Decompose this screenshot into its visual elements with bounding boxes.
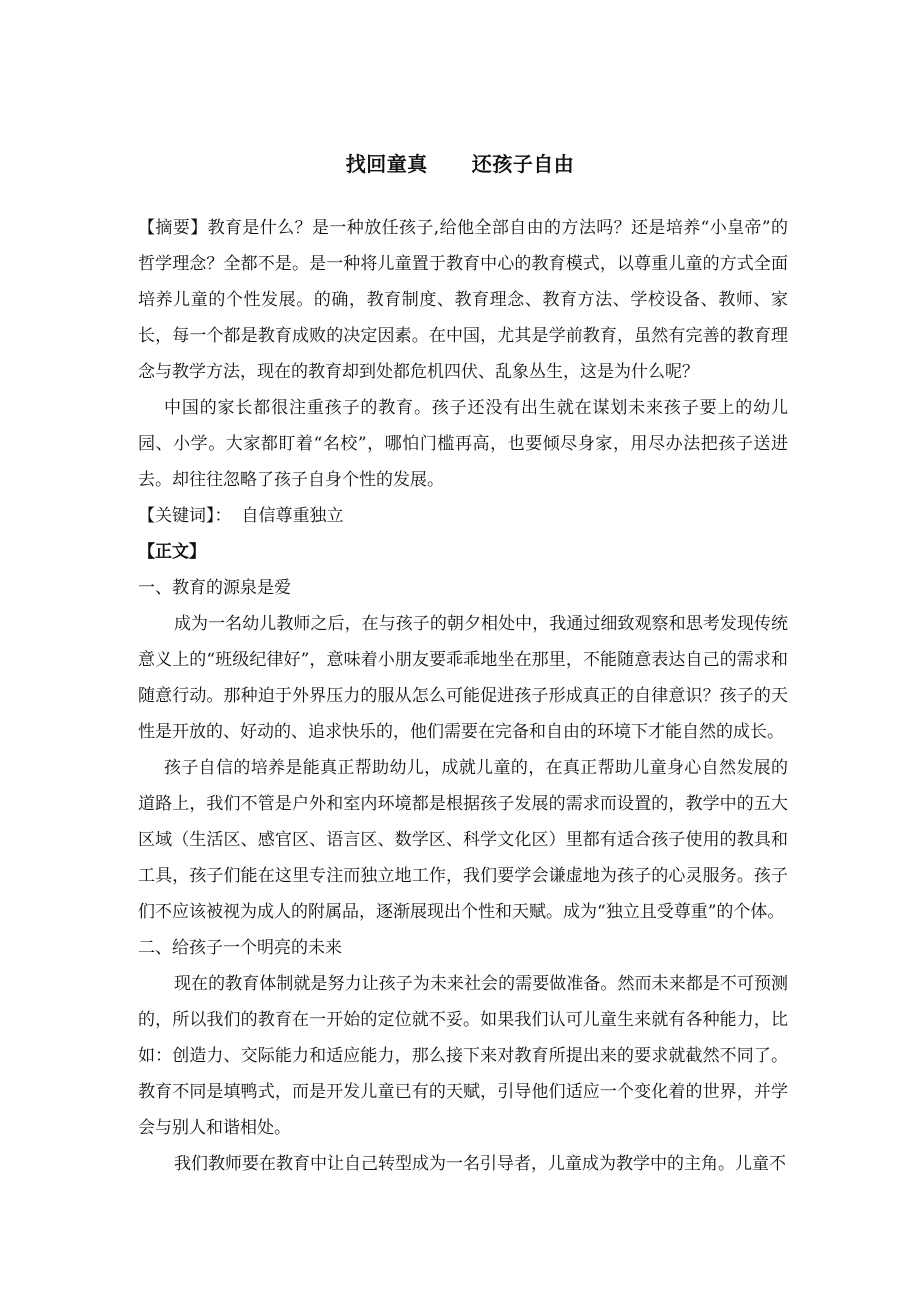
section-2-heading: 二、给孩子一个明亮的未来 (138, 938, 342, 958)
abstract-label: 【摘要】 (138, 218, 208, 238)
title-part-2: 还孩子自由 (471, 152, 575, 176)
keywords-line (138, 498, 788, 534)
document-title (0, 150, 920, 178)
section-1-paragraph-1: 成为一名幼儿教师之后，在与孩子的朝夕相处中，我通过细致观察和思考发现传统意义上的“班级纪律好”，意味着小朋友要乖乖地坐在那里，不能随意表达自己的需求和随意行动。那种迫于外界压力的服从怎么可能促进孩子形成真正的自律意识？孩子的天性是开放的、好动的、追求快乐的，他们需要在完备和自由的环境下才能自然的成长。 (138, 614, 788, 742)
document-body (138, 210, 788, 1182)
keywords-text: 自信尊重独立 (241, 506, 344, 526)
abstract-text: 教育是什么？是一种放任孩子,给他全部自由的方法吗？还是培养“小皇帝”的哲学理念？全都不是。是一种将儿童置于教育中心的教育模式，以尊重儿童的方式全面培养儿童的个性发展。的确，教育制度、教育理念、教育方法、学校设备、教师、家长，每一个都是教育成败的决定因素。在中国，尤其是学前教育，虽然有完善的教育理念与教学方法，现在的教育却到处都危机四伏、乱象丛生，这是为什么呢？ (138, 218, 788, 382)
abstract-paragraph (138, 210, 788, 390)
keywords-label: 【关键词】： (138, 506, 232, 526)
section-2-paragraph-1: 现在的教育体制就是努力让孩子为未来社会的需要做准备。然而未来都是不可预测的，所以我们的教育在一开始的定位就不妥。如果我们认可儿童生来就有各种能力，比如：创造力、交际能力和适应能力，那么接下来对教育所提出来的要求就截然不同了。教育不同是填鸭式，而是开发儿童已有的天赋，引导他们适应一个变化着的世界，并学会与别人和谐相处。 (138, 974, 788, 1138)
abstract-paragraph-2: 中国的家长都很注重孩子的教育。孩子还没有出生就在谋划未来孩子要上的幼儿园、小学。大家都盯着“名校”，哪怕门槛再高，也要倾尽身家，用尽办法把孩子送进去。却往往忽略了孩子自身个性的发展。 (138, 398, 788, 490)
title-part-1: 找回童真 (345, 152, 428, 176)
body-label: 【正文】 (138, 542, 206, 562)
section-1-paragraph-2: 孩子自信的培养是能真正帮助幼儿，成就儿童的，在真正帮助儿童身心自然发展的道路上，我们不管是户外和室内环境都是根据孩子发展的需求而设置的，教学中的五大区域（生活区、感官区、语言区、数学区、科学文化区）里都有适合孩子使用的教具和工具，孩子们能在这里专注而独立地工作，我们要学会谦虚地为孩子的心灵服务。孩子们不应该被视为成人的附属品，逐渐展现出个性和天赋。成为“独立且受尊重”的个体。 (138, 758, 788, 922)
section-2-paragraph-2: 我们教师要在教育中让自己转型成为一名引导者，儿童成为教学中的主角。儿童不 (174, 1154, 786, 1174)
section-1-heading: 一、教育的源泉是爱 (138, 578, 291, 598)
